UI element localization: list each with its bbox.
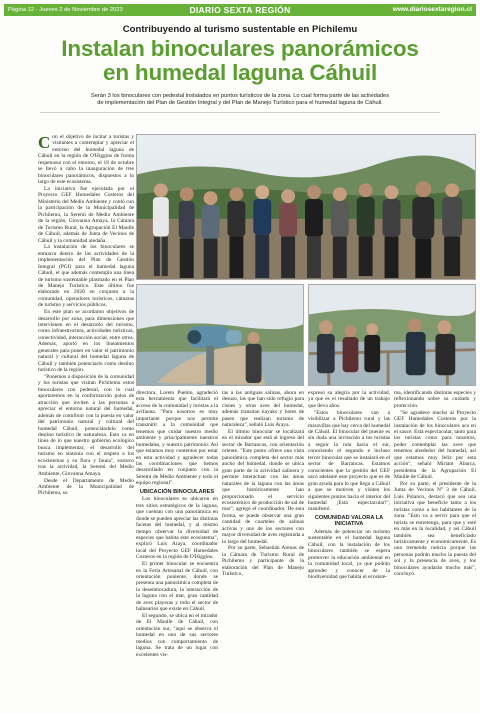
railing-photo <box>308 284 476 386</box>
group-photo-image <box>137 135 475 279</box>
paragraph: Además de potenciar un turismo sustentable en el humedal laguna Cáhuil, con la instalación de los binoculares también se espera promover la educación ambiental en la comunidad local, ya que podrán aprender y conocer de la biodiversidad que habita el ecosiste- <box>308 528 390 580</box>
article-column-1 <box>38 134 134 710</box>
paragraph: Los binoculares se ubicaron en tres sitios estratégicos de la laguna, que cuentan con una panorámica en donde se pueden apreciar las distintas facetas del humedal, y al mismo tiempo observar la diversidad de especies que habita este ecosistema", explicó Luis Araya, coordinador local del Proyecto GEF Humedales Costeros en la región de O'Higgins. <box>136 496 218 561</box>
section-subhead: UBICACIÓN BINOCULARES <box>139 488 215 495</box>
newspaper-name: DIARIO SEXTA REGIÓN <box>189 5 291 15</box>
section-subhead: COMUNIDAD VALORA LA INICIATIVA <box>314 514 384 528</box>
paragraph: Por su parte, el presidente de la Junta de Vecinos N° 3 de Cáhuil, Luis Polanco, destacó que sea una iniciativa que beneficie tanto a los turistas como a los habitantes de la zona. "Esto va a servir para que el turista se entretenga, para que y esté en más en la localidad, y así Cáhuil también sea beneficiado turísticamente y económicamente. Es una tremenda noticia porque las personas podrán mucho la puesta del sol y la presencia de aves, y los binoculares ayudarán mucho más", concluyó. <box>394 480 476 578</box>
paragraph: "Estos binoculares van a visibilizar a Pichilemu rural y las maravillas que hay cerca del humedal de Cáhuil. El binocular del puente es sin duda una invitación a los turistas a seguir la ruta hacia el sur, conociendo el segundo e incluso tercer binocular que se instalará en el sector de Barrancas. Estamos conscientes que la gestión del GEF sacó adelante este proyecto que es de gran ayuda para lo que llega a Cáhuil a que se motiven y visiten los siguientes puntos hacia el interior del humedal ¡Está espectacular!", manifestó. <box>308 409 390 513</box>
paragraph: tas a las antiguas salinas, ahora en desuso, las que han sido refugio para cisnes y otras aves del humedal, además transitan kayaks y botes de paseo que realizan turismo de naturaleza", señaló Luis Araya. <box>222 390 304 429</box>
binocular-photo <box>136 284 304 386</box>
paragraph: El último binocular se localizará en el mirador que está al ingreso del sector de Barrancas, con orientación oriente. "Este punto ofrece una vista panorámica completa del sector más ancho del humedal, donde se ubica gran parte de la actividad salinera y permite interactuar con las áreas naturales de la laguna con las áreas que históricamente han proporcionado el servicio ecosistémico de producción de sal de mar", agregó el coordinador. De esta forma, se puede observar una gran cantidad de cuarteles de salinas activas y uno de los sectores con mayor diversidad de aves registrada a lo largo del humedal. <box>222 429 304 545</box>
deck-line-2: de implementación del Plan de Gestión Integral y del Plan de Manejo Turístico para el humedal laguna de Cáhuil. <box>97 100 383 107</box>
paragraph: "Se agradece mucho al Proyecto GEF Humedales Costeros por la instalación de los binoculares aca en el sauce. Está espectacular, tanto para los turistas como para nosotros, poder contemplar las aves que tenemos alrededor del humedal, así que estamos muy feliz por esta acción", señaló Miriam Abarca, presidenta de la Agrupación El Maulle de Cáhuil. <box>394 409 476 481</box>
article-headline <box>10 37 470 85</box>
article-column-3 <box>222 390 304 710</box>
headline-line-2: en humedal laguna Cáhuil <box>103 60 377 85</box>
paragraph: expresó su alegría por la actividad, ya que es el resultado de un trabajo que lleva años. <box>308 390 390 409</box>
paragraph: directora, Loreto Pueblo, agradeció esta herramienta que facilitará el acceso de la comunidad y turistas a la avifauna. "Para nosotros es muy importante porque nos permite transmitir a la comunidad que tenemos que cuidar nuestro medio ambiente y principalmente nuestros humedales, y nuestro patrimonio. Así que estamos muy contentos por estar en esta actividad y agradecer todas las coordinaciones que hemos desarrollado en conjunto con la Seremi de Medio Ambiente y todo el equipo regional". <box>136 390 218 487</box>
article-kicker: Contribuyendo al turismo sustentable en Pichilemu <box>122 24 358 35</box>
railing-photo-image <box>309 285 475 385</box>
paragraph: El primer binocular se encuentra en la Feria Artesanal de Cáhuil, con orientación poniente, donde se presenta una panorámica completa de la desembocadura, la interacción de la laguna con el mar, gran cantidad de aves playeras y todo el sector de balnearios que existe en Cáhuil. <box>136 561 218 613</box>
paragraph: "Ponemos a disposición de la comunidad y los turistas que visitan Pichilemu estos binoculares con pedestal, con lo cual aportaremos en la conformación polos de atracción que inviten a las personas a apreciar el entorno natural del humedal, además de contribuir con la puesta en valor del patrimonio natural y cultural del humedal Cáhuil, potenciándolo como destino turístico de naturaleza. Esto va en línea de lo que nuestro gobierno ecológico busca implementar, el desarrollo del turismo en sintonía con el respeto a los ecosistemas y su flora y fauna", sostuvo tras la actividad, la Seremi del Medio Ambiente, Giovanna Amaya. <box>38 373 134 477</box>
paragraph: En este plan se acordaron objetivos de desarrollo por zona, para dimensiones que intervienen en el desarrollo del turismo, como infraestructura, actividades turísticas, conectividad, interacción social, entre otros. Además, aportó en los lineamientos generales para poner en valor el patrimonio natural y cultural del humedal laguna de Cáhuil y también potenciarlo como destino turístico de la región. <box>38 309 134 374</box>
paragraph: Desde el Departamento de Medio Ambiente de la Municipalidad de Pichilemu, su <box>38 477 134 497</box>
article-column-2 <box>136 390 218 710</box>
drop-cap: C <box>38 134 51 152</box>
paragraph: ma, identificando distintas especies y reflexionando sobre su cuidado y protección. <box>394 390 476 409</box>
divider <box>40 112 440 113</box>
paragraph: Por su parte, Sebastián Arenas de la Cámara de Turismo Rural de Pichilemu y participante de la elaboración del Plan de Manejo Turístico, <box>222 545 304 578</box>
page-header <box>4 4 476 16</box>
binocular-photo-image <box>137 285 303 385</box>
group-photo <box>136 134 476 280</box>
article-column-5 <box>394 390 476 710</box>
article-deck <box>30 93 450 108</box>
deck-line-1: Serán 3 los binoculares con pedestal instalados en puntos turísticos de la zona. Lo cual forma parte de las actividades <box>90 93 390 99</box>
article-column-4 <box>308 390 390 710</box>
paragraph: El segundo, se ubica en el mirador de El Maulle de Cáhuil, con orientación sur, "aquí se observa el humedal en uno de sus sectores medios con comportamiento de laguna. Se trata de un lugar con excelentes vis- <box>136 613 218 658</box>
headline-line-1: Instalan binoculares panorámicos <box>61 36 419 61</box>
website-link[interactable]: www.diariosextaregion.cl <box>392 6 472 13</box>
paragraph: La instalación de los binoculares se enmarca dentro de las actividades de la implementación del Plan de Gestión Integral (PGI) para el humedal laguna Cáhuil, el que además contempla una línea de turismo sustentable plasmado en el Plan de Manejo Turístico. Este último fue elaborado en 2020 en conjunto a la comunidad, operadores turísticos, cámaras de turismo y servicios públicos. <box>38 244 134 309</box>
page-date: Página 12 - Jueves 2 de Noviembre de 2023 <box>8 7 123 13</box>
paragraph: Con el objetivo de incitar a turistas y visitantes a contemplar y apreciar el entorno del humedal laguna de Cáhuil en la región de O'Higgins de forma respetuosa con el entorno, el 18 de octubre se llevó a cabo la inauguración de tres binoculares panorámicos, dispuestos a lo largo de este ecosistema. <box>38 134 134 186</box>
paragraph: La iniciativa fue ejecutada por el Proyecto GEF Humedales Costeros del Ministerio del Medio Ambiente y contó con la participación de la Municipalidad de Pichilemu, la Seremi de Medio Ambiente de la región, Giovanna Amaya, la Cámara de Turismo Rural, la Agrupación El Maulle de Cáhuil, además de Junta de Vecinos de Cáhuil y la comunidad aledaña. <box>38 185 134 244</box>
